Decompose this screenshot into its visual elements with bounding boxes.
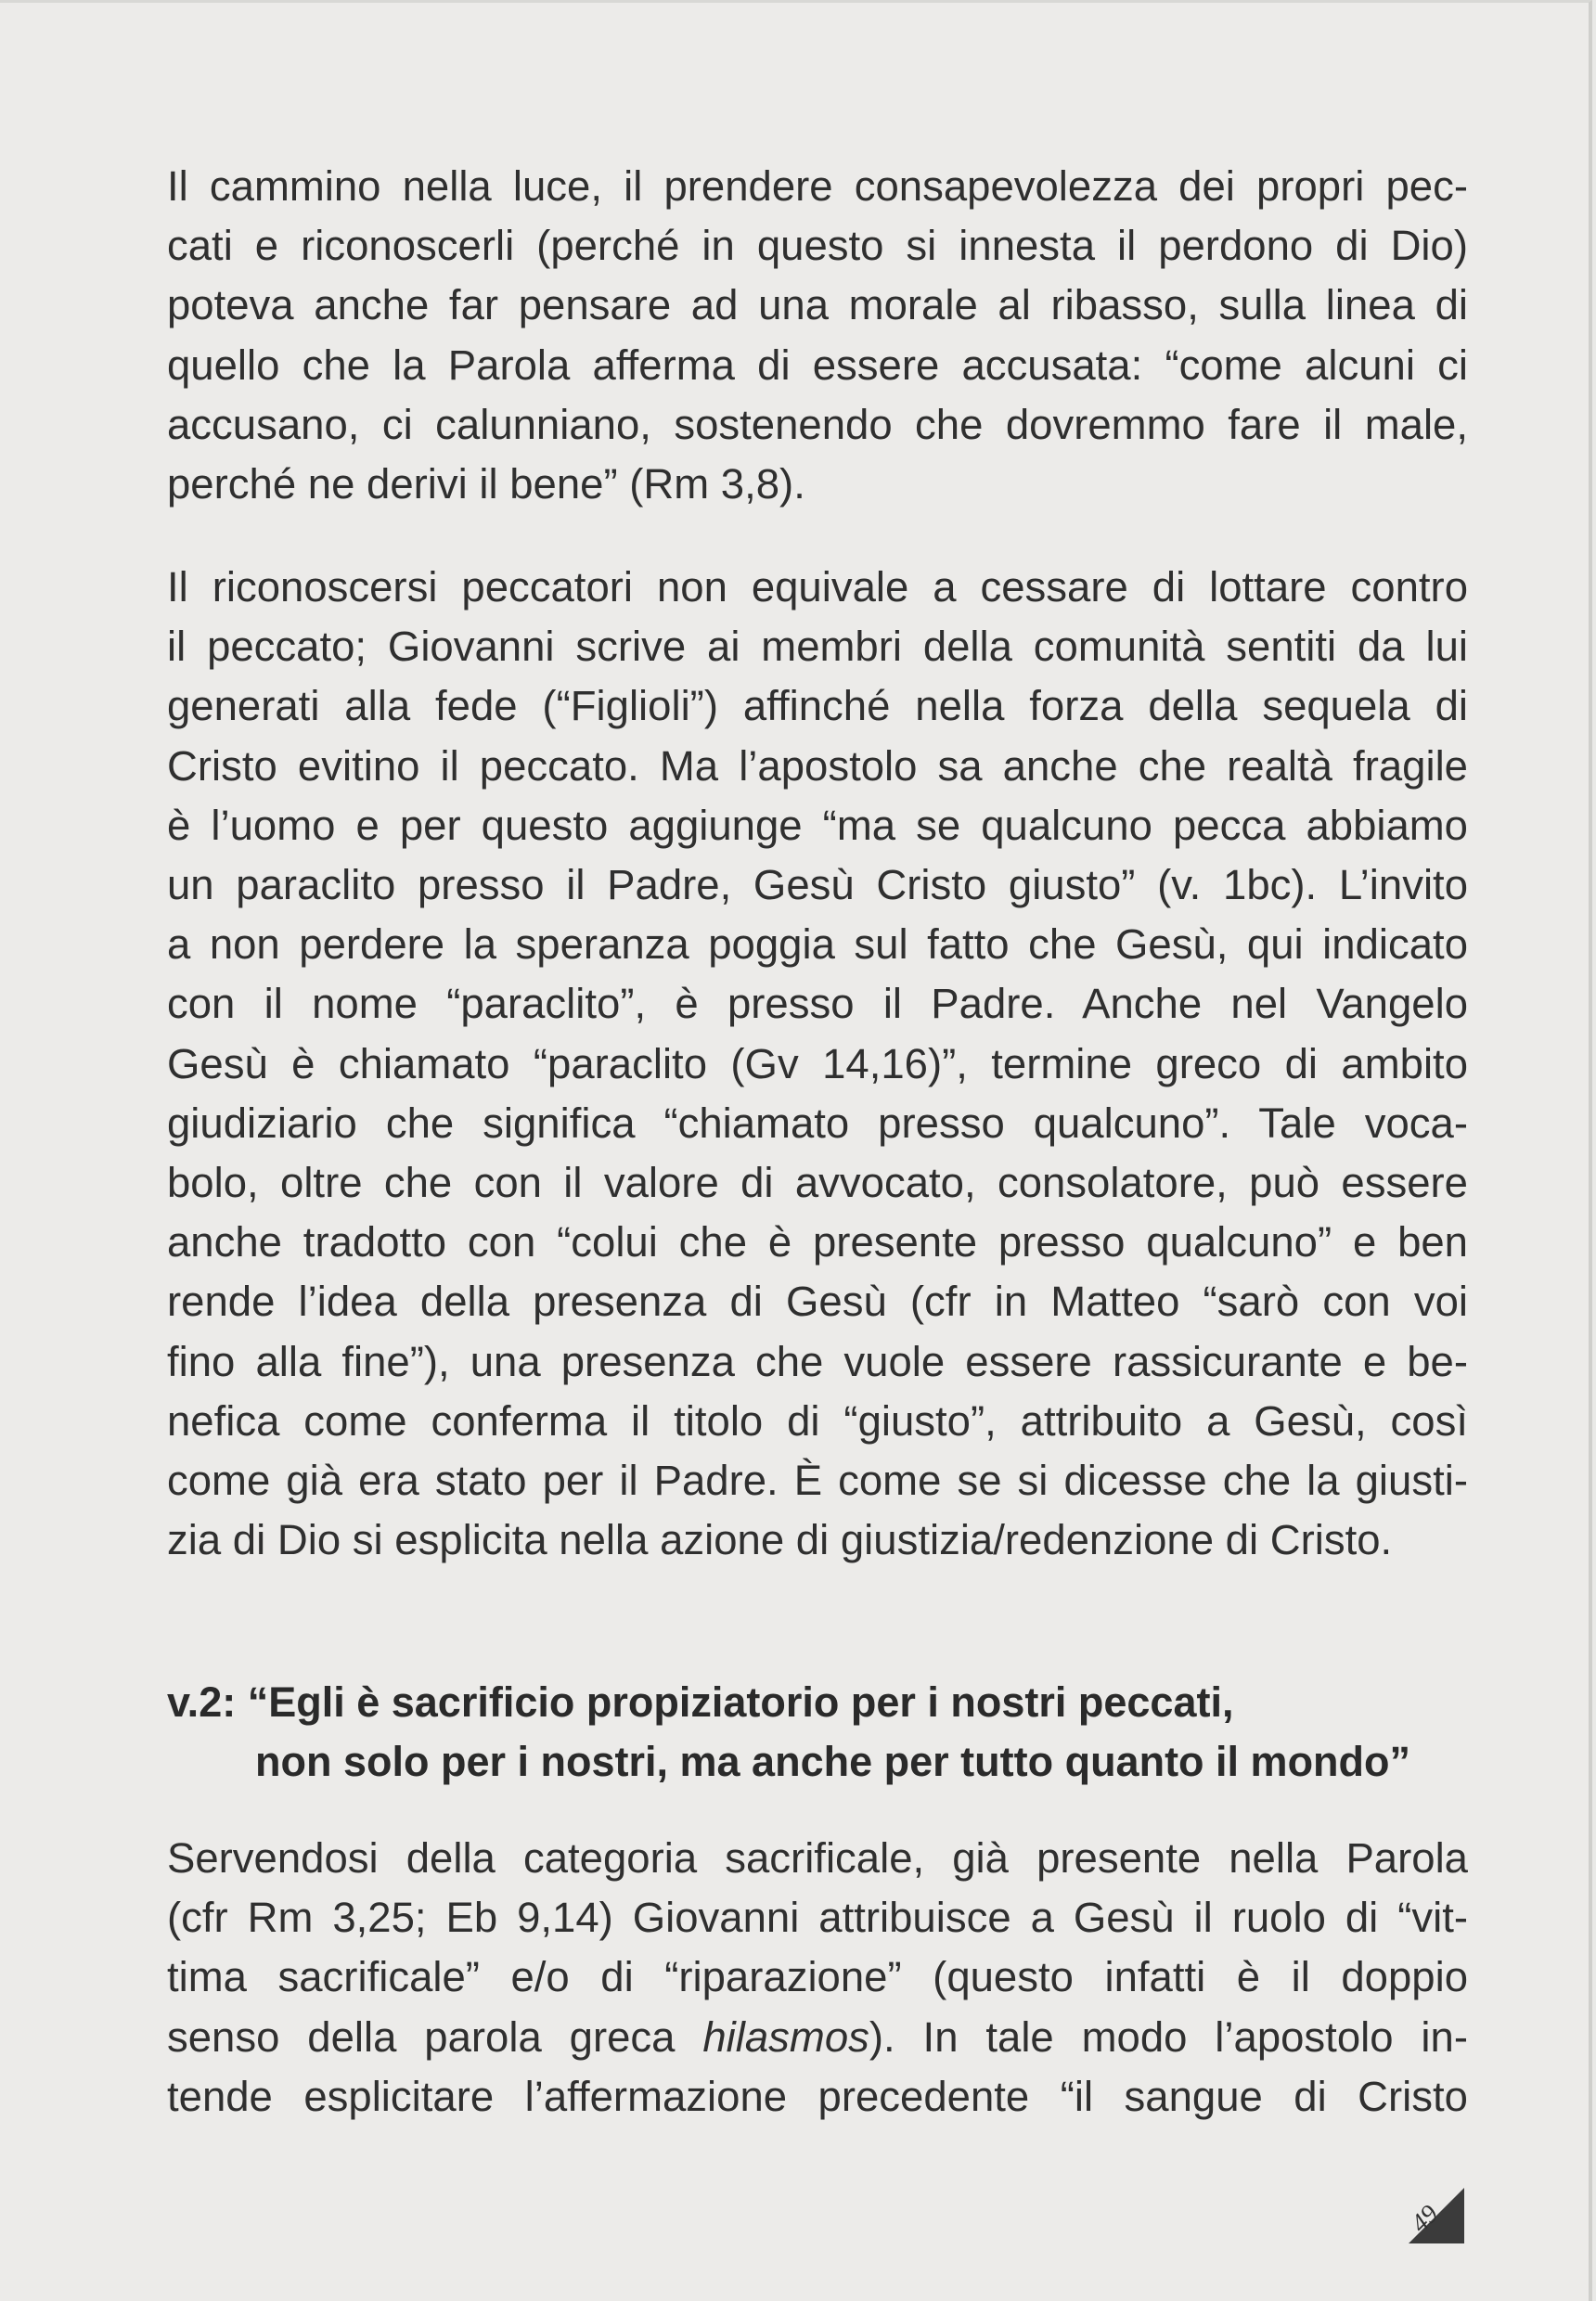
text-line: perché ne derivi il bene” (Rm 3,8).: [167, 460, 805, 508]
text-line: zia di Dio si esplicita nella azione di giustizia/redenzione di Cristo.: [167, 1516, 1393, 1564]
text-line: accusano, ci calunniano, sostenendo che dovremmo fare il male,: [167, 400, 1468, 448]
heading-line-2: non solo per i nostri, ma anche per tutto quanto il mondo”: [255, 1738, 1411, 1785]
text-line: (cfr Rm 3,25; Eb 9,14) Giovanni attribuisce a Gesù il ruolo di “vit-: [167, 1894, 1468, 1942]
text-line: è l’uomo e per questo aggiunge “ma se qualcuno pecca abbiamo: [167, 801, 1468, 849]
italic-term: hilasmos: [702, 2012, 869, 2061]
text-line: Servendosi della categoria sacrificale, già presente nella Parola: [167, 1834, 1468, 1882]
paragraph-3: [167, 1829, 1468, 2127]
text-line: il peccato; Giovanni scrive ai membri della comunità sentiti da lui: [167, 623, 1468, 671]
page-number: 49: [1405, 2199, 1445, 2239]
text-line: con il nome “paraclito”, è presso il Padre. Anche nel Vangelo: [167, 980, 1468, 1028]
text-line: Gesù è chiamato “paraclito (Gv 14,16)”, termine greco di ambito: [167, 1039, 1468, 1087]
text-line: fino alla fine”), una presenza che vuole essere rassicurante e be-: [167, 1337, 1468, 1385]
text-line: Cristo evitino il peccato. Ma l’apostolo sa anche che realtà fragile: [167, 741, 1468, 790]
text-line: bolo, oltre che con il valore di avvocato, consolatore, può essere: [167, 1159, 1468, 1207]
text-line: a non perdere la speranza poggia sul fatto che Gesù, qui indicato: [167, 920, 1468, 969]
text-line: giudiziario che significa “chiamato presso qualcuno”. Tale voca-: [167, 1099, 1468, 1147]
text-line: un paraclito presso il Padre, Gesù Cristo giusto” (v. 1bc). L’invito: [167, 861, 1468, 909]
text-line: [167, 2008, 1468, 2067]
text-segment: senso della parola greca: [167, 2012, 703, 2061]
paragraph-2: [167, 558, 1468, 1570]
text-line: come già era stato per il Padre. È come se si dicesse che la giusti-: [167, 1457, 1468, 1505]
text-line: poteva anche far pensare ad una morale al ribasso, sulla linea di: [167, 281, 1468, 329]
text-line: tende esplicitare l’affermazione precedente “il sangue di Cristo: [167, 2072, 1468, 2120]
text-line: cati e riconoscerli (perché in questo si innesta il perdono di Dio): [167, 222, 1468, 270]
text-line: quello che la Parola afferma di essere accusata: “come alcuni ci: [167, 341, 1468, 389]
paragraph-1: [167, 157, 1468, 514]
text-line: generati alla fede (“Figlioli”) affinché nella forza della sequela di: [167, 682, 1468, 730]
text-line: Il riconoscersi peccatori non equivale a cessare di lottare contro: [167, 563, 1468, 611]
text-line: tima sacrificale” e/o di “riparazione” (questo infatti è il doppio: [167, 1953, 1468, 2001]
text-line: nefica come conferma il titolo di “giusto”, attribuito a Gesù, così: [167, 1396, 1468, 1445]
section-heading: [167, 1673, 1468, 1792]
text-line: anche tradotto con “colui che è presente presso qualcuno” e ben: [167, 1218, 1468, 1266]
text-segment: ). In tale modo l’apostolo in-: [869, 2012, 1468, 2061]
text-line: Il cammino nella luce, il prendere consapevolezza dei propri pec-: [167, 162, 1468, 210]
text-line: rende l’idea della presenza di Gesù (cfr in Matteo “sarò con voi: [167, 1278, 1468, 1326]
heading-line-1: v.2: “Egli è sacrificio propiziatorio per i nostri peccati,: [167, 1678, 1234, 1726]
